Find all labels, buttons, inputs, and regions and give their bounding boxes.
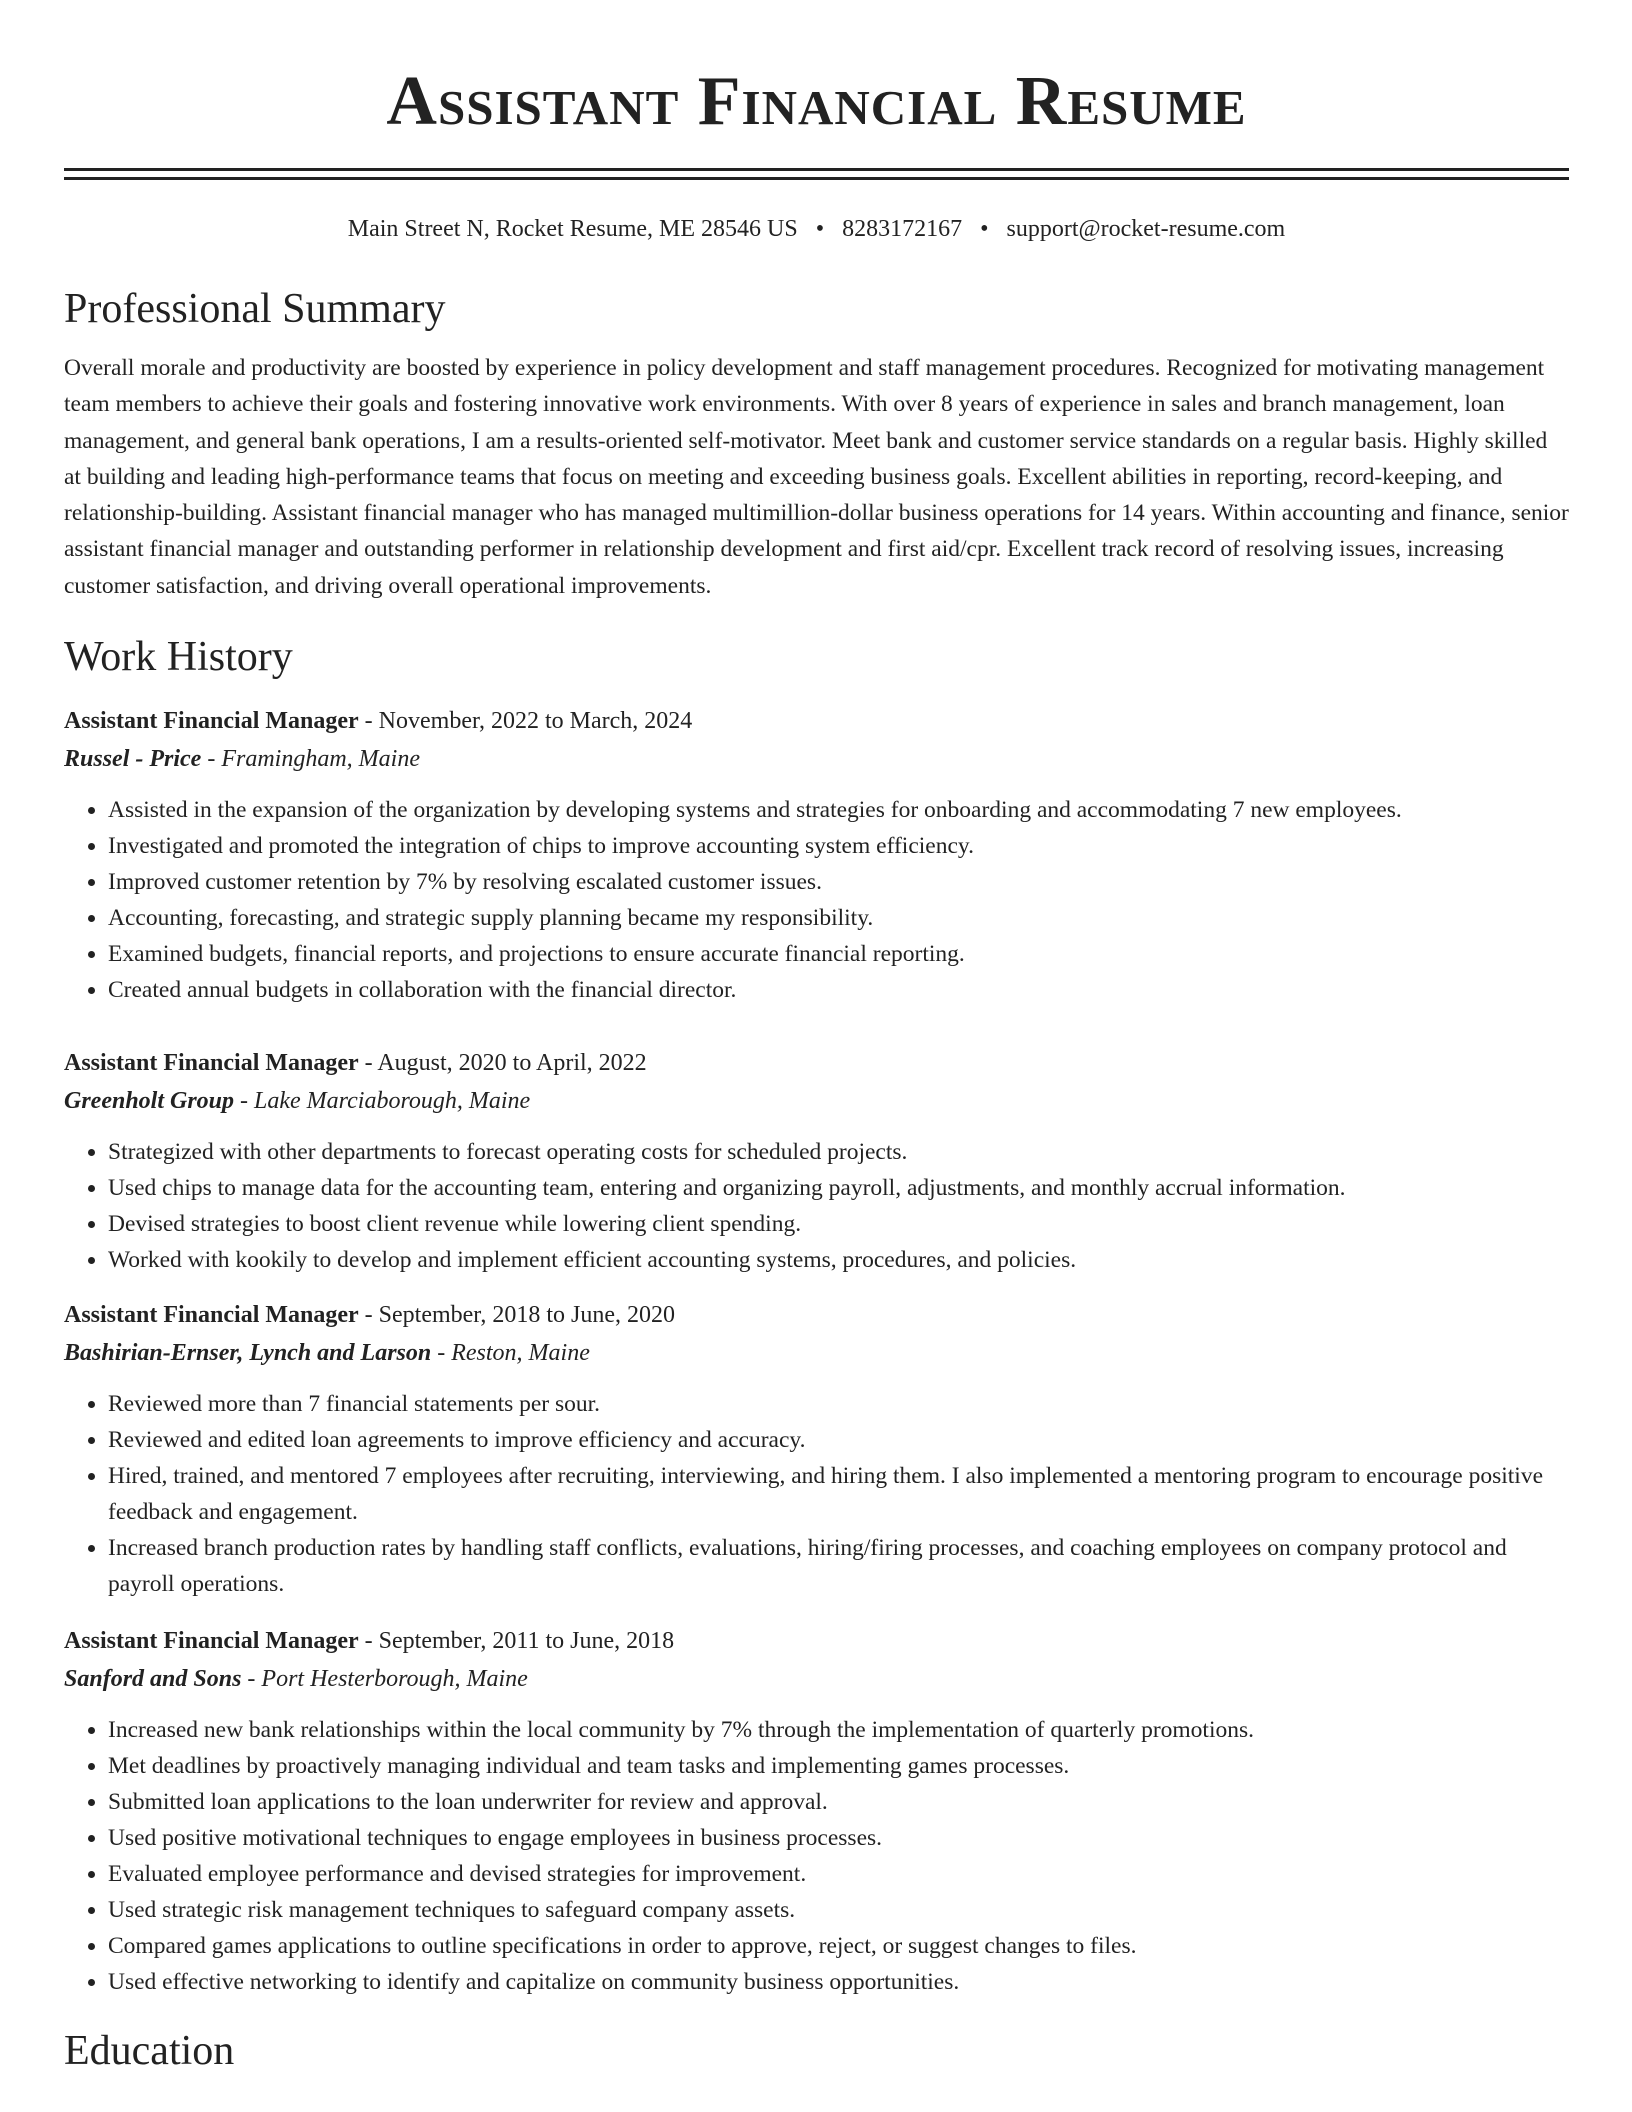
job-responsibilities xyxy=(64,1134,1569,1278)
list-item: • Used chips to manage data for the accounting team, entering and organizing payroll, adjustments, and monthly accrual information. xyxy=(108,1170,1569,1206)
job-dates: - September, 2011 to June, 2018 xyxy=(358,1628,675,1655)
job-header xyxy=(64,1296,1569,1334)
job-location: - Port Hesterborough, Maine xyxy=(241,1666,528,1693)
list-item: • Used positive motivational techniques to engage employees in business processes. xyxy=(108,1820,1569,1856)
list-item: • Strategized with other departments to forecast operating costs for scheduled projects. xyxy=(108,1134,1569,1170)
list-item: • Assisted in the expansion of the organization by developing systems and strategies for onboarding and accommodating 7 new employees. xyxy=(108,792,1569,828)
job-company: Russel - Price xyxy=(64,746,202,773)
list-item: • Accounting, forecasting, and strategic supply planning became my responsibility. xyxy=(108,900,1569,936)
list-item: • Increased new bank relationships within the local community by 7% through the implementation of quarterly promotions. xyxy=(108,1712,1569,1748)
job-employer xyxy=(64,1082,1569,1120)
title-divider-top xyxy=(64,168,1569,171)
job-employer xyxy=(64,1660,1569,1698)
job-responsibilities xyxy=(64,792,1569,1008)
list-item: • Compared games applications to outline specifications in order to approve, reject, or suggest changes to files. xyxy=(108,1928,1569,1964)
list-item: • Devised strategies to boost client revenue while lowering client spending. xyxy=(108,1206,1569,1242)
contact-address: Main Street N, Rocket Resume, ME 28546 US xyxy=(347,216,798,242)
job-entry xyxy=(64,1622,1569,2000)
list-item: • Met deadlines by proactively managing individual and team tasks and implementing games processes. xyxy=(108,1748,1569,1784)
job-title: Assistant Financial Manager xyxy=(64,1628,359,1655)
job-dates: - August, 2020 to April, 2022 xyxy=(358,1050,647,1077)
list-item: • Submitted loan applications to the loan underwriter for review and approval. xyxy=(108,1784,1569,1820)
list-item: • Created annual budgets in collaboration with the financial director. xyxy=(108,972,1569,1008)
job-company: Greenholt Group xyxy=(64,1088,235,1115)
list-item: • Hired, trained, and mentored 7 employees after recruiting, interviewing, and hiring them. I also implemented a mentoring program to encourage positive feedback and engagement. xyxy=(108,1458,1569,1530)
job-location: - Framingham, Maine xyxy=(201,746,420,773)
job-responsibilities xyxy=(64,1712,1569,2000)
list-item: • Increased branch production rates by handling staff conflicts, evaluations, hiring/firing processes, and coaching employees on company protocol and payroll operations. xyxy=(108,1530,1569,1602)
job-title: Assistant Financial Manager xyxy=(64,1050,359,1077)
job-header xyxy=(64,702,1569,740)
list-item: • Examined budgets, financial reports, and projections to ensure accurate financial reporting. xyxy=(108,936,1569,972)
job-location: - Lake Marciaborough, Maine xyxy=(234,1088,531,1115)
title-divider-bottom xyxy=(64,177,1569,180)
list-item: • Evaluated employee performance and devised strategies for improvement. xyxy=(108,1856,1569,1892)
resume-title: Assistant Financial Resume xyxy=(386,63,1247,140)
work-history-heading: Work History xyxy=(64,634,293,681)
education-heading: Education xyxy=(64,2028,235,2075)
contact-email: support@rocket-resume.com xyxy=(1006,216,1286,242)
job-employer xyxy=(64,1334,1569,1372)
job-company: Sanford and Sons xyxy=(64,1666,242,1693)
job-header xyxy=(64,1622,1569,1660)
job-entry xyxy=(64,702,1569,1008)
job-responsibilities xyxy=(64,1386,1569,1602)
resume-page xyxy=(64,0,1569,2076)
job-dates: - September, 2018 to June, 2020 xyxy=(358,1302,675,1329)
job-entry xyxy=(64,1296,1569,1602)
contact-phone: 8283172167 xyxy=(842,216,963,242)
job-title: Assistant Financial Manager xyxy=(64,708,359,735)
list-item: • Used effective networking to identify and capitalize on community business opportunities. xyxy=(108,1964,1569,2000)
job-title: Assistant Financial Manager xyxy=(64,1302,359,1329)
job-header xyxy=(64,1044,1569,1082)
job-dates: - November, 2022 to March, 2024 xyxy=(358,708,693,735)
list-item: • Reviewed more than 7 financial statements per sour. xyxy=(108,1386,1569,1422)
list-item: • Used strategic risk management techniques to safeguard company assets. xyxy=(108,1892,1569,1928)
list-item: • Reviewed and edited loan agreements to improve efficiency and accuracy. xyxy=(108,1422,1569,1458)
job-entry xyxy=(64,1044,1569,1278)
list-item: • Improved customer retention by 7% by resolving escalated customer issues. xyxy=(108,864,1569,900)
summary-heading: Professional Summary xyxy=(64,286,446,332)
work-history-list xyxy=(64,702,1569,2000)
job-employer xyxy=(64,740,1569,778)
job-company: Bashirian-Ernser, Lynch and Larson xyxy=(64,1340,432,1367)
job-location: - Reston, Maine xyxy=(431,1340,590,1367)
list-item: • Investigated and promoted the integration of chips to improve accounting system efficiency. xyxy=(108,828,1569,864)
list-item: • Worked with kookily to develop and implement efficient accounting systems, procedures, and policies. xyxy=(108,1242,1569,1278)
contact-line xyxy=(64,214,1569,244)
contact-separator: • xyxy=(980,216,989,242)
contact-separator: • xyxy=(815,216,825,242)
summary-text: Overall morale and productivity are boosted by experience in policy development and staff management procedures. Recognized for motivating management team members to achieve their goals and fostering innovative work environments. With over 8 years of experience in sales and branch management, loan management, and general bank operations, I am a results-oriented self-motivator. Meet bank and customer service standards on a regular basis. Highly skilled at building and leading high-performance teams that focus on meeting and exceeding business goals. Excellent abilities in reporting, record-keeping, and relationship-building. Assistant financial manager who has managed multimillion-dollar business operations for 14 years. Within accounting and finance, senior assistant financial manager and outstanding performer in relationship development and first aid/cpr. Excellent track record of resolving issues, increasing customer satisfaction, and driving overall operational improvements. xyxy=(64,355,1569,599)
